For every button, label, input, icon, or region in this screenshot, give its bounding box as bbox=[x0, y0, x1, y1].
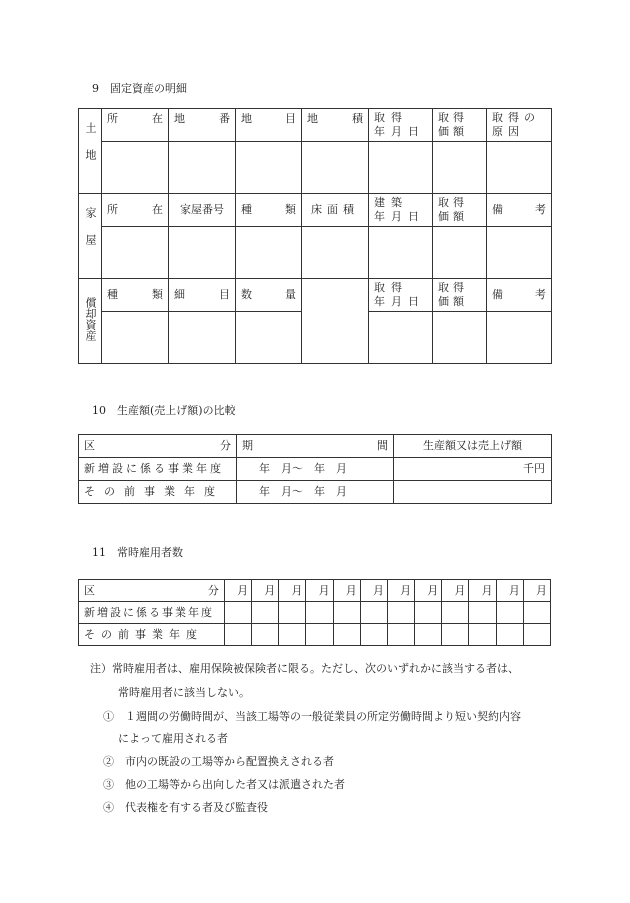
employees-row-label: その前事業年度 bbox=[79, 624, 225, 646]
employee-count-cell[interactable] bbox=[415, 624, 442, 646]
land-input-cell[interactable] bbox=[102, 142, 169, 194]
dep-input-cell[interactable] bbox=[369, 312, 433, 364]
house-input-cell[interactable] bbox=[369, 227, 433, 279]
production-table bbox=[78, 434, 552, 504]
land-input-cell[interactable] bbox=[302, 142, 369, 194]
land-header-category: 地 目 bbox=[236, 109, 302, 142]
house-input-cell[interactable] bbox=[302, 227, 369, 279]
production-row-label: 新増設に係る事業年度 bbox=[79, 458, 237, 481]
note-intro-2: 常時雇用者に該当しない。 bbox=[118, 686, 250, 699]
note-item-1-line-2: によって雇用される者 bbox=[118, 732, 228, 745]
house-header-location: 所 在 bbox=[102, 194, 169, 227]
dep-input-cell[interactable] bbox=[102, 312, 169, 364]
month-header: 月 bbox=[224, 580, 251, 602]
house-header-build-date: 建築 年月日 bbox=[369, 194, 433, 227]
month-header: 月 bbox=[279, 580, 306, 602]
depreciable-label-cell bbox=[79, 279, 102, 364]
employee-count-cell[interactable] bbox=[442, 602, 469, 624]
land-input-cell[interactable] bbox=[169, 142, 236, 194]
section10-title: 10 生産額(売上げ額)の比較 bbox=[92, 404, 236, 417]
month-header: 月 bbox=[360, 580, 387, 602]
land-header-acq-price: 取得 価額 bbox=[433, 109, 487, 142]
production-row-label: その前事業年度 bbox=[79, 481, 237, 504]
production-row-amount[interactable] bbox=[394, 481, 552, 504]
house-label: 家屋 bbox=[84, 207, 97, 261]
production-header-division: 区 分 bbox=[79, 435, 237, 458]
land-header-lot: 地 番 bbox=[169, 109, 236, 142]
house-label-cell bbox=[79, 194, 102, 279]
employee-count-cell[interactable] bbox=[306, 624, 333, 646]
month-header: 月 bbox=[415, 580, 442, 602]
house-header-acq-price: 取得 価額 bbox=[433, 194, 487, 227]
production-row-period[interactable]: 年 月～ 年 月 bbox=[237, 458, 394, 481]
note-item-4: ④ 代表権を有する者及び監査役 bbox=[103, 801, 268, 814]
land-header-area: 地 積 bbox=[302, 109, 369, 142]
land-header-location: 所 在 bbox=[102, 109, 169, 142]
employee-count-cell[interactable] bbox=[469, 624, 496, 646]
employee-count-cell[interactable] bbox=[279, 624, 306, 646]
employee-count-cell[interactable] bbox=[306, 602, 333, 624]
house-header-remarks: 備 考 bbox=[487, 194, 552, 227]
month-header: 月 bbox=[333, 580, 360, 602]
employee-count-cell[interactable] bbox=[387, 602, 414, 624]
month-header: 月 bbox=[523, 580, 550, 602]
employees-header-division: 区 分 bbox=[79, 580, 225, 602]
employee-count-cell[interactable] bbox=[523, 624, 550, 646]
house-input-cell[interactable] bbox=[236, 227, 302, 279]
land-header-acq-date: 取得 年月日 bbox=[369, 109, 433, 142]
note-item-3: ③ 他の工場等から出向した者又は派遣された者 bbox=[103, 778, 345, 791]
land-input-cell[interactable] bbox=[433, 142, 487, 194]
dep-header-type: 種 類 bbox=[102, 279, 169, 312]
dep-input-cell[interactable] bbox=[169, 312, 236, 364]
dep-input-cell[interactable] bbox=[236, 312, 302, 364]
house-input-cell[interactable] bbox=[433, 227, 487, 279]
employee-count-cell[interactable] bbox=[523, 602, 550, 624]
production-row-period[interactable]: 年 月～ 年 月 bbox=[237, 481, 394, 504]
land-input-cell[interactable] bbox=[369, 142, 433, 194]
dep-header-remarks: 備 考 bbox=[487, 279, 552, 312]
note-item-2: ② 市内の既設の工場等から配置換えされる者 bbox=[103, 755, 334, 768]
house-input-cell[interactable] bbox=[487, 227, 552, 279]
dep-input-cell[interactable] bbox=[433, 312, 487, 364]
dep-header-quantity: 数 量 bbox=[236, 279, 302, 312]
production-row-amount[interactable]: 千円 bbox=[394, 458, 552, 481]
month-header: 月 bbox=[252, 580, 279, 602]
month-header: 月 bbox=[442, 580, 469, 602]
section9-title: 9 固定資産の明細 bbox=[92, 82, 187, 95]
employee-count-cell[interactable] bbox=[469, 602, 496, 624]
employees-table bbox=[78, 579, 551, 646]
employee-count-cell[interactable] bbox=[224, 624, 251, 646]
land-label-cell bbox=[79, 109, 102, 194]
employee-count-cell[interactable] bbox=[360, 602, 387, 624]
section11-title: 11 常時雇用者数 bbox=[92, 546, 183, 559]
dep-header-acq-price: 取得 価額 bbox=[433, 279, 487, 312]
house-input-cell[interactable] bbox=[102, 227, 169, 279]
month-header: 月 bbox=[469, 580, 496, 602]
month-header: 月 bbox=[496, 580, 523, 602]
employees-row-label: 新増設に係る事業年度 bbox=[79, 602, 225, 624]
employee-count-cell[interactable] bbox=[360, 624, 387, 646]
house-header-floor-area: 床面積 bbox=[302, 194, 369, 227]
fixed-assets-table bbox=[78, 108, 552, 364]
employee-count-cell[interactable] bbox=[496, 602, 523, 624]
dep-input-cell[interactable] bbox=[487, 312, 552, 364]
dep-header-detail: 細 目 bbox=[169, 279, 236, 312]
note-intro-1: 注）常時雇用者は、雇用保険被保険者に限る。ただし、次のいずれかに該当する者は、 bbox=[90, 662, 519, 675]
employee-count-cell[interactable] bbox=[252, 624, 279, 646]
house-input-cell[interactable] bbox=[169, 227, 236, 279]
production-header-amount: 生産額又は売上げ額 bbox=[394, 435, 552, 458]
dep-blank-cell bbox=[302, 279, 369, 364]
employee-count-cell[interactable] bbox=[252, 602, 279, 624]
employee-count-cell[interactable] bbox=[224, 602, 251, 624]
employee-count-cell[interactable] bbox=[333, 624, 360, 646]
employee-count-cell[interactable] bbox=[415, 602, 442, 624]
note-item-1-line-1: ① １週間の労働時間が、当該工場等の一般従業員の所定労働時間より短い契約内容 bbox=[103, 710, 521, 723]
employee-count-cell[interactable] bbox=[442, 624, 469, 646]
employee-count-cell[interactable] bbox=[279, 602, 306, 624]
land-input-cell[interactable] bbox=[236, 142, 302, 194]
house-header-number: 家屋番号 bbox=[169, 194, 236, 227]
dep-header-acq-date: 取得 年月日 bbox=[369, 279, 433, 312]
employee-count-cell[interactable] bbox=[387, 624, 414, 646]
land-label: 土地 bbox=[84, 122, 97, 176]
house-header-type: 種 類 bbox=[236, 194, 302, 227]
month-header: 月 bbox=[387, 580, 414, 602]
production-header-period: 期 間 bbox=[237, 435, 394, 458]
employee-count-cell[interactable] bbox=[496, 624, 523, 646]
land-header-acq-reason: 取得の 原因 bbox=[487, 109, 552, 142]
land-input-cell[interactable] bbox=[487, 142, 552, 194]
employee-count-cell[interactable] bbox=[333, 602, 360, 624]
month-header: 月 bbox=[306, 580, 333, 602]
depreciable-label: 償却資産 bbox=[84, 297, 97, 341]
